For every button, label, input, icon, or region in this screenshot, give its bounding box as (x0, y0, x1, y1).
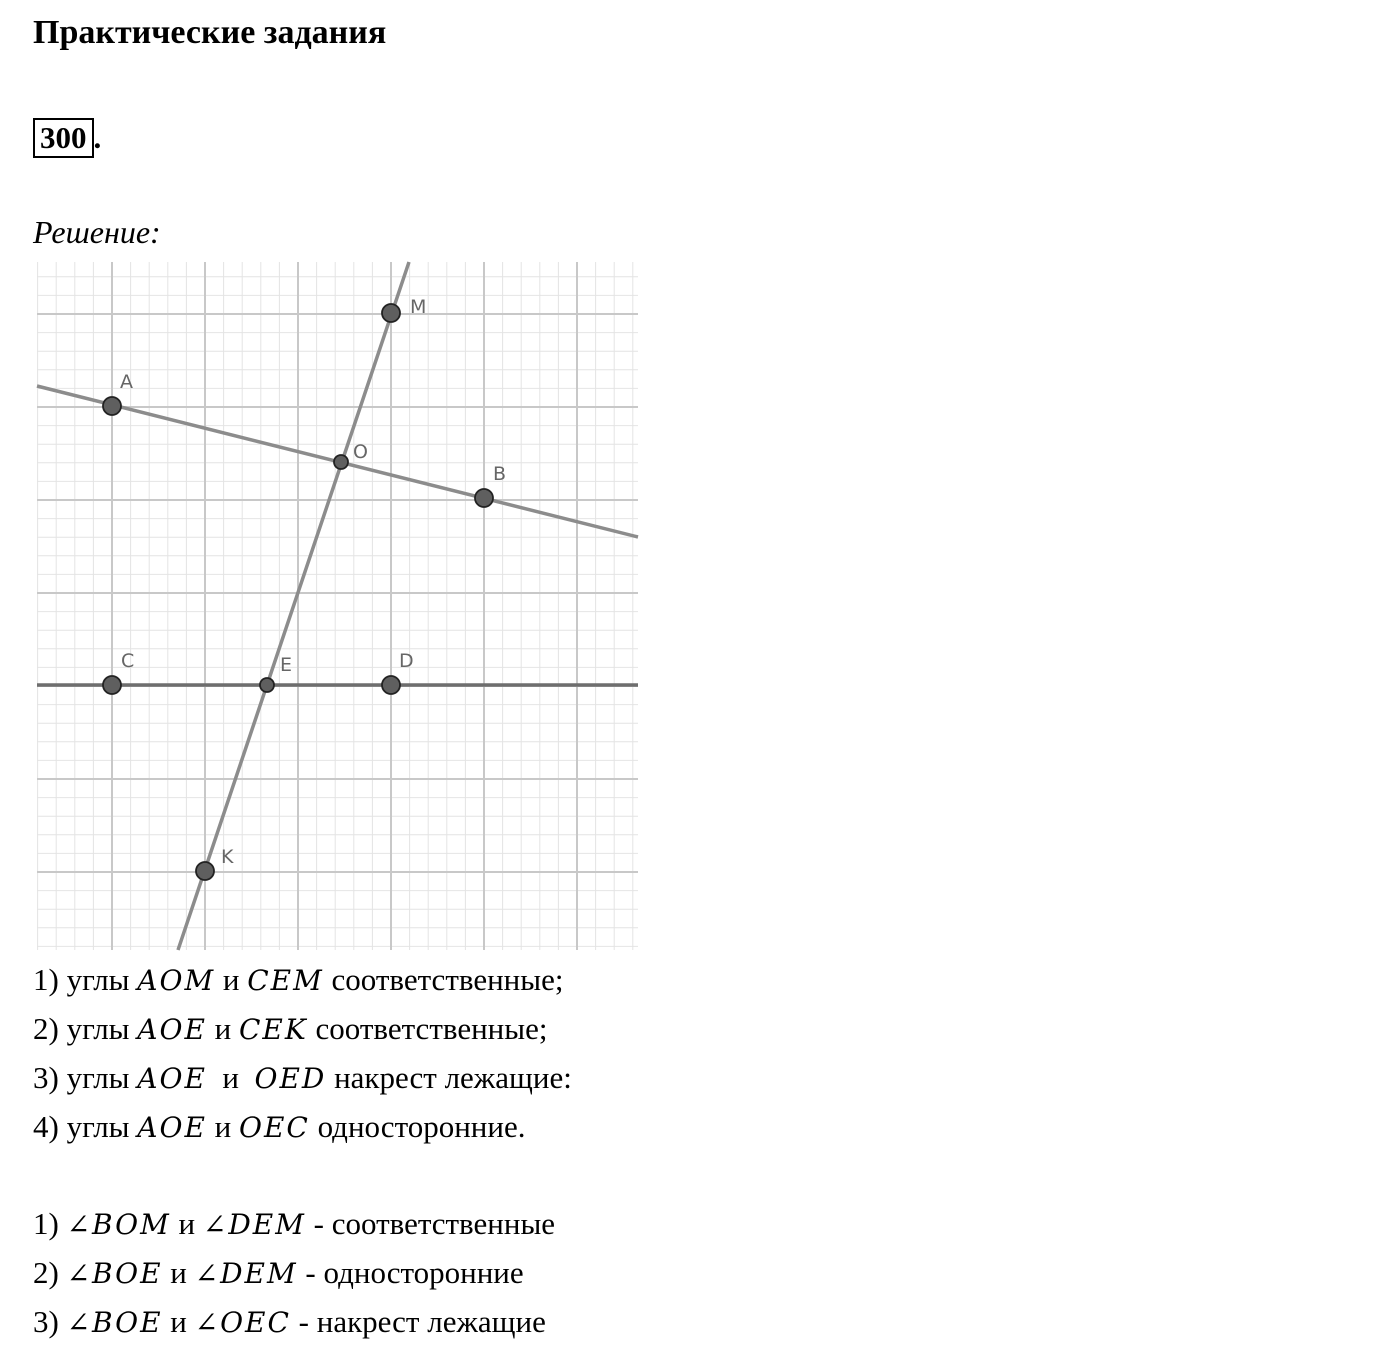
statement-row: 2) ∠BOE и ∠DEM - односторонние (33, 1255, 524, 1290)
point-label-A: A (120, 371, 133, 393)
statements-part2 (33, 1206, 555, 1353)
point-C (103, 676, 121, 694)
task-number-suffix: . (93, 120, 102, 155)
line-MK (178, 262, 409, 950)
statement-row: 1) ∠BOM и ∠DEM - соответственные (33, 1206, 556, 1241)
point-D (382, 676, 400, 694)
point-label-E: E (280, 654, 293, 676)
point-label-O: O (353, 441, 368, 463)
point-label-B: B (493, 463, 507, 485)
task-number-box: 300 (33, 118, 94, 158)
point-label-M: M (410, 296, 427, 318)
statement-row: 1) углы AOM и CEM соответственные; (33, 962, 564, 997)
page-heading: Практические задания (33, 14, 387, 51)
statement-row: 2) углы AOE и CEK соответственные; (33, 1011, 548, 1046)
point-label-K: K (221, 846, 234, 868)
point-E (260, 678, 274, 692)
point-A (103, 397, 121, 415)
point-label-D: D (399, 650, 414, 672)
point-O (334, 455, 348, 469)
point-label-C: C (121, 650, 135, 672)
statement-row: 3) углы AOE и OED накрест лежащие: (33, 1060, 572, 1095)
statement-row: 4) углы AOE и OEC односторонние. (33, 1109, 526, 1144)
solution-label: Решение: (33, 214, 161, 250)
statements-part1 (33, 962, 572, 1158)
statement-row: 3) ∠BOE и ∠OEC - накрест лежащие (33, 1304, 546, 1339)
point-B (475, 489, 493, 507)
point-K (196, 862, 214, 880)
point-M (382, 304, 400, 322)
